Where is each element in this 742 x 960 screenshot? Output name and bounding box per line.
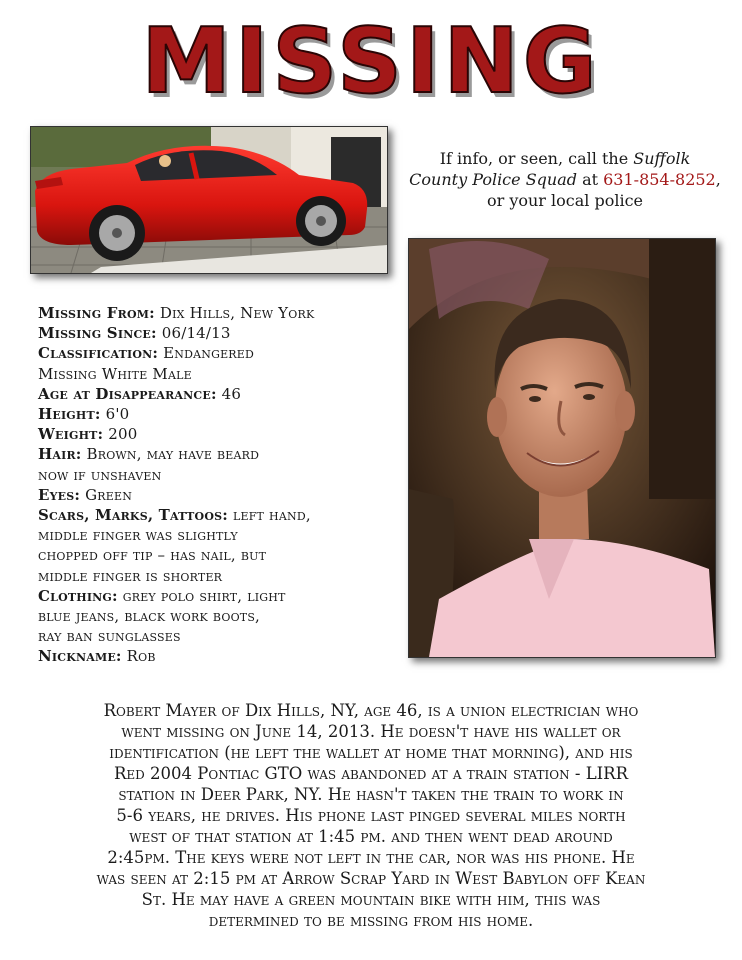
fact-classification: Classification: Endangered: [38, 344, 255, 363]
missing-person-facts: [38, 303, 398, 667]
fact-scars-cont-3: middle finger is shorter: [38, 566, 223, 585]
fact-hair-cont: now if unshaven: [38, 465, 162, 484]
fact-eyes: Eyes: Green: [38, 485, 133, 504]
contact-info: [398, 148, 732, 211]
fact-clothing-cont-2: ray ban sunglasses: [38, 627, 181, 646]
fact-scars-cont-1: middle finger was slightly: [38, 526, 238, 545]
fact-nickname: Nickname: Rob: [38, 647, 156, 666]
story-line: Red 2004 Pontiac GTO was abandoned at a train station - LIRR: [113, 764, 629, 783]
fact-clothing: Clothing: grey polo shirt, light: [38, 586, 286, 605]
fact-weight: Weight: 200: [38, 425, 138, 444]
story-line: Robert Mayer of Dix Hills, NY, age 46, is a union electrician who: [103, 701, 639, 720]
fact-scars-cont-2: chopped off tip – has nail, but: [38, 546, 267, 565]
contact-line-2: County Police Squad at 631-854-8252,: [409, 170, 721, 189]
phone-number: 631-854-8252: [603, 170, 716, 189]
case-description: [20, 700, 722, 931]
car-illustration: [31, 127, 387, 273]
story-line: went missing on June 14, 2013. He doesn't have his wallet or: [121, 722, 621, 741]
story-line: 5-6 years, he drives. His phone last pinged several miles north: [116, 806, 626, 825]
person-illustration: [409, 239, 715, 657]
agency-name-part2: County Police Squad: [409, 170, 577, 189]
fact-missing-since: Missing Since: 06/14/13: [38, 324, 231, 343]
car-photo: [30, 126, 388, 274]
story-line: St. He may have a green mountain bike with him, this was: [141, 890, 601, 909]
story-line: 2:45pm. The keys were not left in the car, nor was his phone. He: [107, 848, 635, 867]
fact-age: Age at Disappearance: 46: [38, 384, 242, 403]
fact-height: Height: 6'0: [38, 405, 130, 424]
missing-headline: MISSING: [141, 9, 601, 114]
agency-name-part1: Suffolk: [633, 149, 691, 168]
contact-line-1: If info, or seen, call the Suffolk: [439, 149, 691, 168]
fact-scars: Scars, Marks, Tattoos: left hand,: [38, 506, 311, 525]
fact-hair: Hair: Brown, may have beard: [38, 445, 260, 464]
story-line: determined to be missing from his home.: [208, 911, 534, 930]
story-line: west of that station at 1:45 pm. and then went dead around: [129, 827, 613, 846]
contact-line-3: or your local police: [486, 191, 644, 210]
story-line: identification (he left the wallet at home that morning), and his: [109, 743, 633, 762]
story-line: was seen at 2:15 pm at Arrow Scrap Yard in West Babylon off Kean: [96, 869, 646, 888]
person-photo: [408, 238, 716, 658]
fact-classification-cont: Missing White Male: [38, 364, 192, 383]
fact-clothing-cont-1: blue jeans, black work boots,: [38, 607, 261, 626]
story-line: station in Deer Park, NY. He hasn't taken the train to work in: [118, 785, 624, 804]
fact-missing-from: Missing From: Dix Hills, New York: [38, 304, 315, 322]
